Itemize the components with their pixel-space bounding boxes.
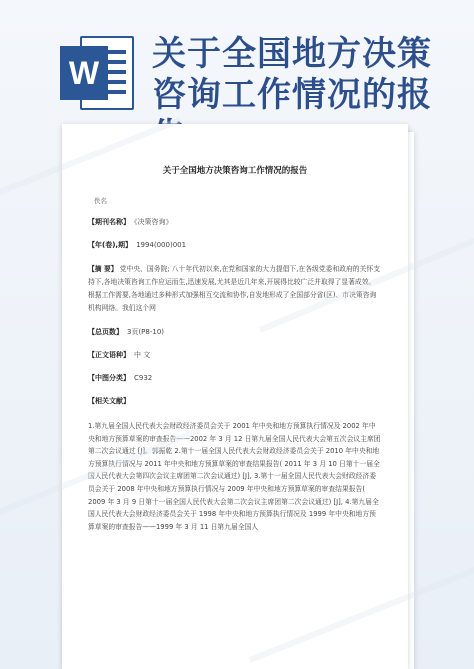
field-value: C932 xyxy=(134,374,153,382)
field-volume-issue xyxy=(88,240,382,250)
word-icon-letter: W xyxy=(60,46,108,100)
field-value: 1994(000)001 xyxy=(136,241,187,249)
field-journal xyxy=(88,217,382,227)
document-page xyxy=(62,124,408,669)
field-label: 【期刊名称】 xyxy=(88,218,130,226)
word-document-icon xyxy=(60,36,134,110)
field-value: 3页(P8-10) xyxy=(127,328,165,336)
field-value: 《决策咨询》 xyxy=(134,218,173,226)
abstract-text: 党中央、国务院; 八十年代初以来,在党和国家的大力提倡下,在各级党委和政府的关怀支持下,各地决策咨询工作应运而生,迅速发展,尤其是近几年来,开展得比较广泛并取得了显著成效。根据工作需要,各地通过多种形式加强相互交流和协作,自发地形成了全国部分省(区)、市决策咨询机构网络。我们这个网 xyxy=(88,265,380,312)
field-label: 【总页数】 xyxy=(88,328,123,336)
field-value: 中 文 xyxy=(134,351,151,359)
field-label: 【年(卷),期】 xyxy=(88,241,133,249)
banner-title: 关于全国地方决策咨询工作情况的报 xyxy=(152,34,432,115)
abstract xyxy=(88,263,382,315)
abstract-label: 【摘 要】 xyxy=(88,265,118,273)
references-heading: 【相关文献】 xyxy=(88,397,130,405)
document-author: 佚名 xyxy=(94,197,107,205)
field-label: 【中图分类】 xyxy=(88,374,130,382)
references-text: 1.第九届全国人民代表大会财政经济委员会关于 2001 年中央和地方预算执行情况及 2002 年中央和地方预算草案的审查报告——2002 年 3 月 12 日第九届全国人民代表大会第五次会议主席团第二次会议通过 [J]。郭振乾 2.第十一届全国人民代表大会财政经济委员会关于 2010 年中央和地方预算执行情况与 2011 年中央和地方预算草案的审查结果报告( 2011 年 3 月 10 日第十一届全国人民代表大会第四次会议主席团第二次会议通过) [J], 3.第十一届全国人民代表大会财政经济委员会关于 2008 年中央和地方预算执行情况与 2009 年中央和地方预算草案的审查结果报告( 2009 年 3 月 9 日第十一届全国人民代表大会第二次会议主席团第二次会议通过) [J], 4.第九届全国人民代表大会财政经济委员会关于 1998 年中央和地方预算执行情况及 1999 年中央和地方预算草案的审查报告——1999 年 3 月 11 日第九届全国人 xyxy=(88,422,381,531)
field-classification xyxy=(88,373,382,383)
field-language xyxy=(88,350,382,360)
field-page-count xyxy=(88,327,382,337)
document-title: 关于全国地方决策咨询工作情况的报告 xyxy=(162,166,308,176)
field-label: 【正文语种】 xyxy=(88,351,130,359)
